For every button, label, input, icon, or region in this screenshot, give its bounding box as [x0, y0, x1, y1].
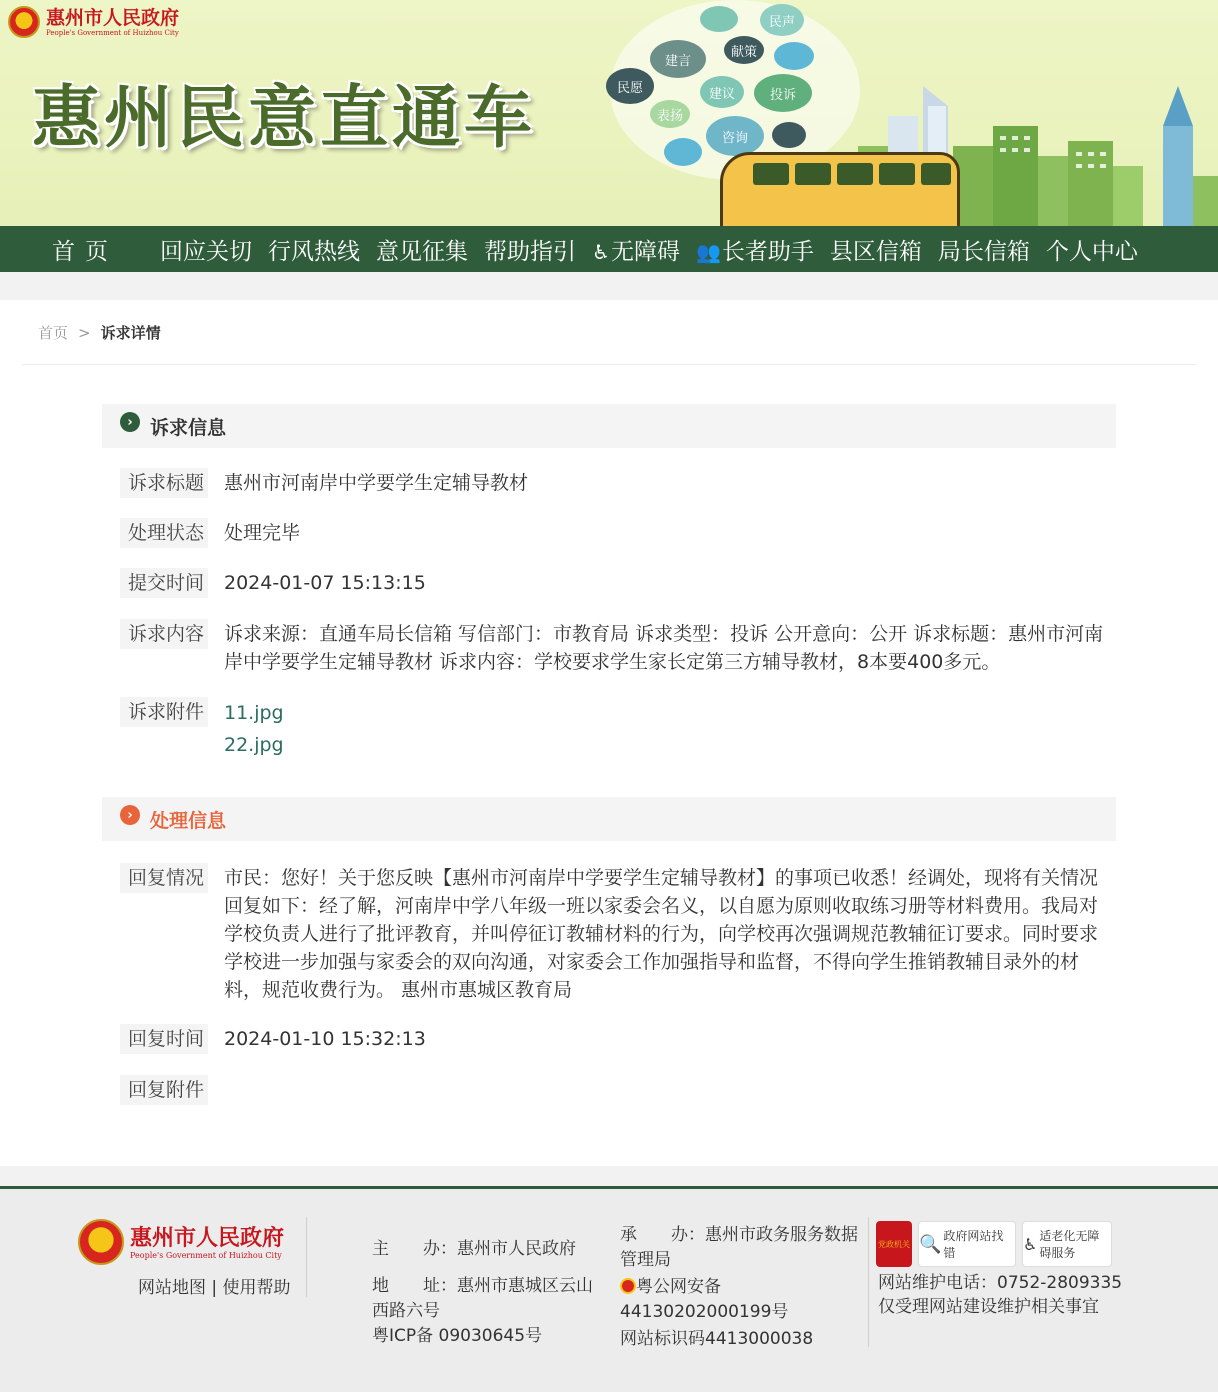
bubble-icon: 咨询 [706, 116, 764, 156]
reply-row [120, 863, 1116, 1004]
chevron-right-icon: › [120, 412, 140, 432]
appeal-submit-time: 2024-01-07 15:13:15 [224, 572, 426, 594]
gov-name-en: People's Government of Huizhou City [46, 28, 179, 37]
phone-note: 仅受理网站建设维护相关事宜 [878, 1297, 1099, 1315]
reply-attachment-row [120, 1075, 1116, 1105]
elder-icon: 👥 [695, 239, 721, 264]
content-panel [0, 300, 1218, 1166]
reply-content: 市民：您好！关于您反映【惠州市河南岸中学要学生定辅导教材】的事项已收悉！经调处，现将有关情况回复如下：经了解，河南岸中学八年级一班以家委会名义，以自愿为原则收取练习册等材料费用。我局对学校负责人进行了批评教育，并叫停征订教辅材料的行为，向学校再次强调规范教辅征订要求。同时要求学校进一步加强与家委会的双向沟通，对家委会工作加强指导和监督，不得向学生推销教辅目录外的材料，规范收费行为。 惠州市惠城区教育局 [224, 867, 1099, 1001]
nav-accessibility[interactable]: ♿无障碍 [592, 238, 680, 265]
site-title: 惠州民意直通车 [32, 78, 537, 158]
divider [22, 364, 1196, 365]
party-gov-badge[interactable]: 党政机关 [876, 1221, 912, 1267]
reply-time-row [120, 1024, 1116, 1054]
footer-site-code: 网站标识码4413000038 [620, 1329, 814, 1349]
nav-response[interactable]: 回应关切 [160, 238, 252, 265]
nav-director-mailbox[interactable]: 局长信箱 [937, 238, 1030, 265]
bubble-icon: 民声 [760, 4, 804, 36]
nav-hotline[interactable]: 行风热线 [268, 238, 360, 265]
processing-section-header [102, 797, 1116, 841]
divider [306, 1217, 307, 1297]
appeal-status-row [120, 518, 1116, 548]
bubble-icon: 建议 [700, 76, 744, 108]
footer-host: 主 办：惠州市人民政府 [372, 1239, 576, 1259]
chevron-right-icon: › [120, 805, 140, 825]
breadcrumb-home[interactable]: 首页 [38, 324, 69, 342]
footer-gov-name: 惠州市人民政府 [130, 1224, 285, 1251]
appeal-section-header [102, 404, 1116, 448]
footer-police-record[interactable]: 粤公网安备 44130202000199号 [620, 1277, 789, 1322]
nav-home[interactable]: 首页 [52, 238, 118, 265]
footer-gov-logo[interactable] [78, 1219, 284, 1265]
elder-accessibility-badge[interactable]: ♿ 适老化无障碍服务 [1022, 1221, 1112, 1267]
bus-illustration [720, 152, 960, 226]
national-emblem-icon [78, 1219, 124, 1265]
footer-phone [878, 1271, 1128, 1315]
reply-attachments [208, 1075, 1116, 1105]
gov-name: 惠州市人民政府 [46, 6, 180, 29]
appeal-time-row [120, 568, 1116, 598]
national-emblem-icon [8, 6, 40, 38]
header-banner [0, 0, 1218, 226]
appeal-title-row [120, 468, 1116, 498]
field-label: 诉求标题 [120, 468, 208, 498]
wheelchair-icon: ♿ [1023, 1234, 1038, 1254]
nav-elder-assistant[interactable]: 👥长者助手 [695, 238, 814, 265]
breadcrumb [38, 322, 161, 343]
bubble-icon: 投诉 [754, 74, 812, 112]
processing-section-title: 处理信息 [150, 809, 227, 832]
nav-help[interactable]: 帮助指引 [484, 238, 576, 265]
gov-logo[interactable] [8, 6, 179, 38]
bubble-icon: 民愿 [606, 68, 654, 104]
police-badge-icon [620, 1278, 636, 1294]
field-label: 诉求附件 [120, 697, 208, 727]
field-label: 回复时间 [120, 1024, 208, 1054]
bubble-icon [774, 42, 814, 70]
field-label: 处理状态 [120, 518, 208, 548]
field-label: 回复附件 [120, 1075, 208, 1105]
appeal-title: 惠州市河南岸中学要学生定辅导教材 [224, 472, 529, 494]
field-label: 回复情况 [120, 863, 208, 893]
footer-organizer: 承 办：惠州市政务服务数据管理局 [620, 1225, 858, 1270]
reply-time: 2024-01-10 15:32:13 [224, 1028, 426, 1050]
footer-icp[interactable]: 粤ICP备 09030645号 [372, 1326, 543, 1346]
main-nav [0, 226, 1218, 272]
gov-website-error-badge[interactable]: 🔍 政府网站找错 [918, 1221, 1016, 1267]
nav-personal-center[interactable]: 个人中心 [1045, 238, 1138, 265]
bubble-icon [700, 6, 738, 32]
nav-opinion[interactable]: 意见征集 [376, 238, 468, 265]
footer-col-host [372, 1237, 608, 1349]
sitemap-link[interactable]: 网站地图 [138, 1278, 206, 1298]
appeal-content: 诉求来源：直通车局长信箱 写信部门：市教育局 诉求类型：投诉 公开意向：公开 诉求标题：惠州市河南岸中学要学生定辅导教材 诉求内容：学校要求学生家长定第三方辅导教材，8本要400多元。 [224, 623, 1104, 673]
footer-badges [876, 1221, 1118, 1267]
breadcrumb-separator: > [78, 324, 91, 342]
bubble-icon [664, 138, 702, 166]
attachment-link[interactable]: 22.jpg [224, 734, 284, 756]
appeal-section-title: 诉求信息 [150, 416, 227, 439]
footer-address: 地 址：惠州市惠城区云山西路六号 [372, 1276, 593, 1321]
appeal-content-row [120, 619, 1116, 676]
maintenance-phone: 网站维护电话：0752-2809335 [878, 1273, 1123, 1293]
appeal-status: 处理完毕 [224, 522, 301, 544]
appeal-attachments-row [120, 697, 1116, 761]
wheelchair-icon: ♿ [592, 239, 610, 264]
link-divider: | [211, 1278, 218, 1298]
bubble-icon: 表扬 [650, 100, 690, 128]
field-label: 诉求内容 [120, 619, 208, 649]
field-label: 提交时间 [120, 568, 208, 598]
footer-gov-name-en: People's Government of Huizhou City [130, 1250, 282, 1260]
magnifier-icon: 🔍 [919, 1233, 942, 1255]
footer [0, 1186, 1218, 1392]
bubble-icon: 建言 [650, 40, 706, 78]
footer-col-organizer [620, 1223, 866, 1352]
nav-county-mailbox[interactable]: 县区信箱 [829, 238, 922, 265]
footer-links [138, 1273, 291, 1298]
attachment-link[interactable]: 11.jpg [224, 702, 284, 724]
help-link[interactable]: 使用帮助 [222, 1278, 291, 1298]
bubble-icon: 献策 [724, 36, 764, 64]
breadcrumb-current: 诉求详情 [100, 324, 161, 342]
divider [868, 1217, 869, 1347]
